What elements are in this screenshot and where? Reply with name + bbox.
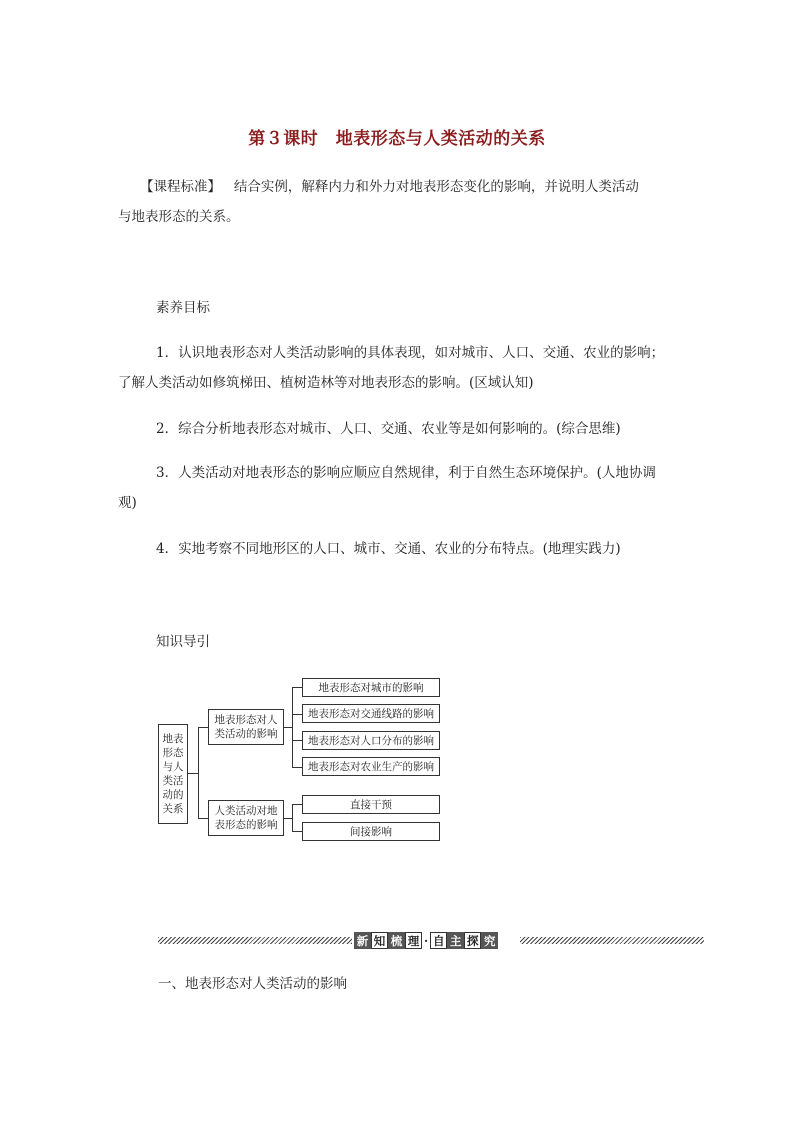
root-line-4: 类活 — [162, 775, 184, 787]
goals-heading: 素养目标 — [156, 300, 210, 316]
connector — [284, 727, 292, 728]
connector — [292, 687, 293, 767]
connector — [198, 727, 208, 728]
goal-item-3 — [118, 458, 678, 518]
banner-char: 新 — [354, 932, 371, 949]
section-banner — [354, 932, 498, 949]
root-line-1: 地表 — [162, 733, 184, 745]
diagram-branch-1 — [208, 709, 284, 745]
branch-2-line-1: 人类活动对地 — [214, 805, 278, 817]
connector — [292, 767, 302, 768]
banner-char: 理 — [405, 932, 422, 949]
connector — [292, 804, 293, 831]
root-line-5: 动的 — [162, 789, 184, 801]
section-heading-1: 一、地表形态对人类活动的影响 — [158, 976, 347, 992]
banner-char: 探 — [464, 932, 481, 949]
connector — [188, 773, 198, 774]
goal-2-line-1: 2．综合分析地表形态对城市、人口、交通、农业等是如何影响的。(综合思维) — [156, 421, 621, 437]
guide-heading: 知识导引 — [156, 634, 210, 650]
standard-label: 【课程标准】 — [140, 179, 221, 195]
connector — [292, 687, 302, 688]
connector — [292, 831, 302, 832]
root-line-6: 关系 — [162, 803, 184, 815]
connector — [198, 818, 208, 819]
connector — [284, 818, 292, 819]
page-title: 第３课时 地表形态与人类活动的关系 — [248, 129, 546, 149]
leaf-indirect: 间接影响 — [302, 822, 440, 841]
banner-char: 自 — [430, 932, 447, 949]
leaf-direct: 直接干预 — [302, 795, 440, 814]
goal-1-line-2: 了解人类活动如修筑梯田、植树造林等对地表形态的影响。(区域认知) — [118, 375, 534, 391]
banner-hatch-right — [520, 937, 704, 944]
connector — [292, 740, 302, 741]
root-line-2: 形态 — [162, 747, 184, 759]
standard-text-1: 结合实例，解释内力和外力对地表形态变化的影响，并说明人类活动 — [233, 179, 639, 195]
connector — [292, 804, 302, 805]
banner-char: 究 — [481, 932, 498, 949]
connector — [198, 727, 199, 818]
course-standard — [118, 172, 678, 232]
leaf-city: 地表形态对城市的影响 — [302, 678, 440, 697]
branch-1-line-2: 类活动的影响 — [214, 728, 278, 740]
branch-2-line-2: 表形态的影响 — [214, 819, 278, 831]
banner-char: 主 — [447, 932, 464, 949]
goal-4-line-1: 4．实地考察不同地形区的人口、城市、交通、农业的分布特点。(地理实践力) — [156, 541, 621, 557]
goal-item-4 — [118, 534, 678, 564]
banner-hatch-left — [158, 937, 352, 944]
standard-text-2: 与地表形态的关系。 — [118, 209, 240, 225]
goal-3-line-2: 观) — [118, 495, 137, 511]
banner-char: 知 — [371, 932, 388, 949]
leaf-population: 地表形态对人口分布的影响 — [302, 731, 440, 750]
diagram-root — [158, 724, 188, 824]
banner-separator: · — [424, 933, 429, 948]
leaf-agriculture: 地表形态对农业生产的影响 — [302, 757, 440, 776]
connector — [292, 714, 302, 715]
branch-1-line-1: 地表形态对人 — [214, 714, 278, 726]
goal-3-line-1: 3．人类活动对地表形态的影响应顺应自然规律，利于自然生态环境保护。(人地协调 — [156, 465, 656, 481]
leaf-transport: 地表形态对交通线路的影响 — [302, 704, 440, 723]
banner-char: 梳 — [388, 932, 405, 949]
diagram-branch-2 — [208, 800, 284, 836]
root-line-3: 与人 — [162, 761, 184, 773]
goal-item-1 — [118, 338, 678, 398]
goal-item-2 — [118, 414, 678, 444]
goal-1-line-1: 1．认识地表形态对人类活动影响的具体表现，如对城市、人口、交通、农业的影响； — [156, 345, 665, 361]
